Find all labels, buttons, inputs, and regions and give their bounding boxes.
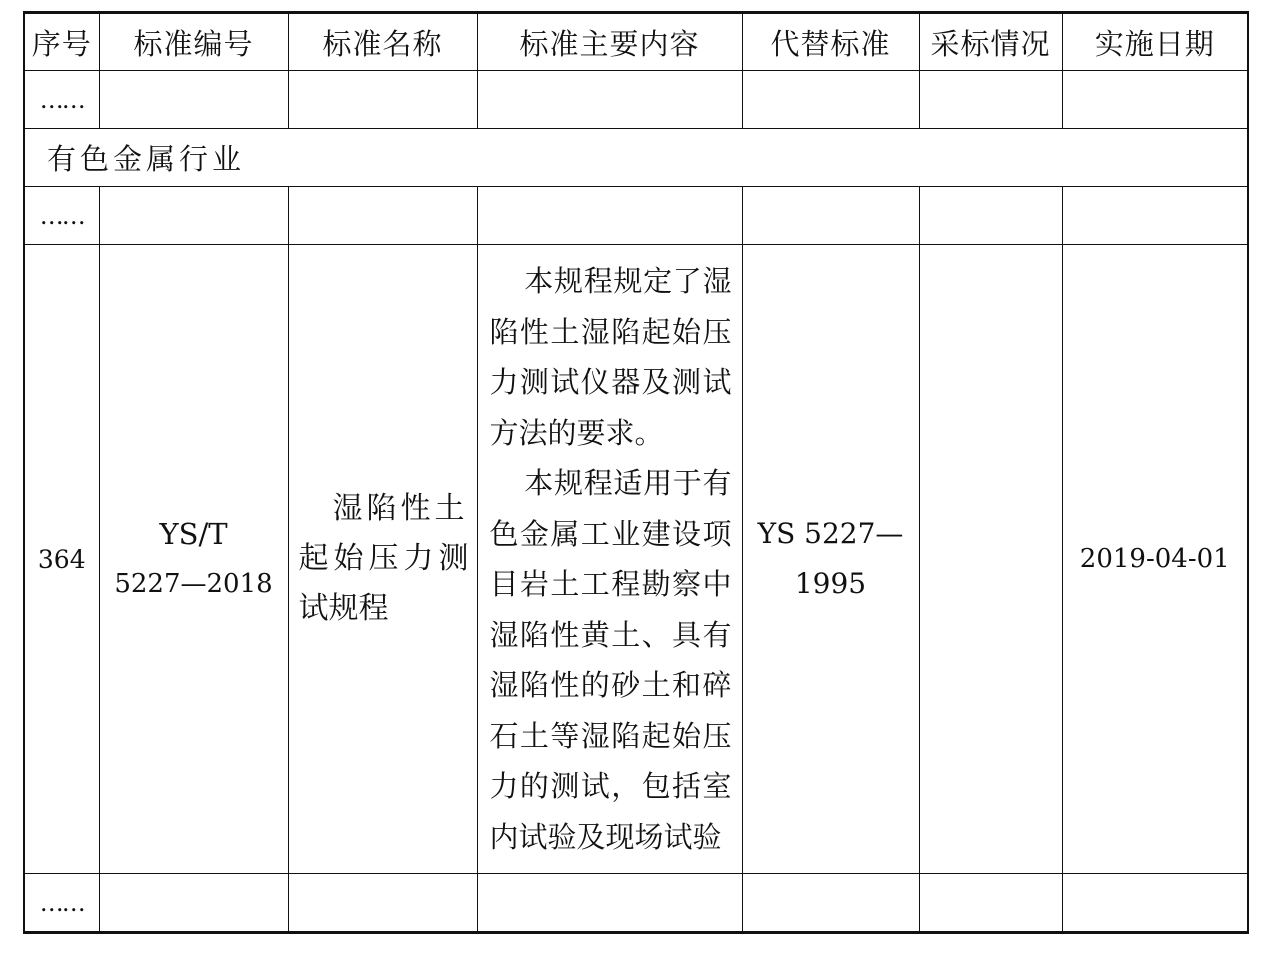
- header-content: 标准主要内容: [477, 13, 742, 71]
- ellipsis-row: [24, 187, 1248, 245]
- name-cell: [288, 245, 477, 874]
- ellipsis-cell: ……: [24, 874, 99, 933]
- empty-cell: [742, 71, 919, 129]
- empty-cell: [99, 71, 288, 129]
- code-cell: [99, 245, 288, 874]
- empty-cell: [1062, 71, 1248, 129]
- table-row: [24, 245, 1248, 874]
- empty-cell: [1062, 187, 1248, 245]
- header-date: 实施日期: [1062, 13, 1248, 71]
- empty-cell: [919, 187, 1062, 245]
- empty-cell: [99, 874, 288, 933]
- empty-cell: [919, 71, 1062, 129]
- name-line3: 试规程: [298, 591, 389, 626]
- replace-line2: 1995: [794, 567, 867, 600]
- name-line1: 湿陷性土: [332, 491, 469, 526]
- code-line1: YS/T: [159, 517, 228, 551]
- ellipsis-row: [24, 874, 1248, 933]
- empty-cell: [288, 71, 477, 129]
- content-paragraph-1: 本规程规定了湿陷性土湿陷起始压力测试仪器及测试方法的要求。: [489, 264, 732, 450]
- empty-cell: [477, 187, 742, 245]
- header-name: 标准名称: [288, 13, 477, 71]
- empty-cell: [288, 874, 477, 933]
- replace-cell: [742, 245, 919, 874]
- content-cell: [477, 245, 742, 874]
- empty-cell: [1062, 874, 1248, 933]
- empty-cell: [477, 71, 742, 129]
- replace-line1: YS 5227—: [757, 517, 904, 550]
- empty-cell: [742, 187, 919, 245]
- empty-cell: [99, 187, 288, 245]
- empty-cell: [288, 187, 477, 245]
- section-title: 有色金属行业: [24, 129, 1248, 187]
- header-adoption: 采标情况: [919, 13, 1062, 71]
- empty-cell: [919, 874, 1062, 933]
- empty-cell: [742, 874, 919, 933]
- adoption-cell: [919, 245, 1062, 874]
- ellipsis-cell: ……: [24, 187, 99, 245]
- ellipsis-row: [24, 71, 1248, 129]
- section-row: [24, 129, 1248, 187]
- name-line2: 起始压力测: [298, 541, 469, 576]
- standards-table: [23, 11, 1249, 934]
- header-code: 标准编号: [99, 13, 288, 71]
- ellipsis-cell: ……: [24, 71, 99, 129]
- seq-cell: 364: [24, 245, 99, 874]
- header-row: [24, 13, 1248, 71]
- content-paragraph-2: 本规程适用于有色金属工业建设项目岩土工程勘察中湿陷性黄土、具有湿陷性的砂土和碎石土等湿陷起始压力的测试，包括室内试验及现场试验: [489, 466, 732, 854]
- header-replace: 代替标准: [742, 13, 919, 71]
- empty-cell: [477, 874, 742, 933]
- date-cell: 2019-04-01: [1062, 245, 1248, 874]
- code-line2: 5227—2018: [114, 569, 273, 599]
- header-seq: 序号: [24, 13, 99, 71]
